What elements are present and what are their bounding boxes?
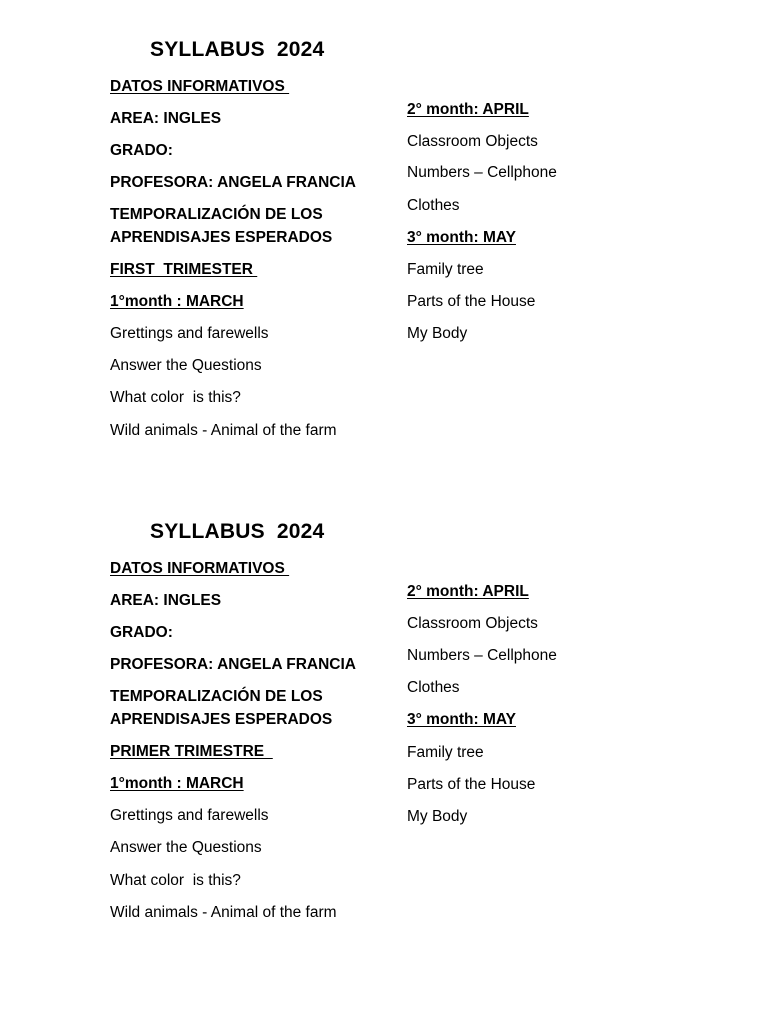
month3-topic: Parts of the House <box>407 776 536 793</box>
month2-topic: Classroom Objects <box>407 133 538 150</box>
month1-topic: Wild animals - Animal of the farm <box>110 904 337 921</box>
syllabus-section-2 <box>0 482 768 932</box>
grado-field: GRADO: <box>110 142 173 159</box>
month1-topic: What color is this? <box>110 389 241 406</box>
temporalizacion-line-1: TEMPORALIZACIÓN DE LOS <box>110 206 323 223</box>
month2-topic: Clothes <box>407 197 460 214</box>
datos-informativos-heading: DATOS INFORMATIVOS <box>110 560 290 577</box>
temporalizacion-line-2: APRENDISAJES ESPERADOS <box>110 711 333 728</box>
month2-topic: Classroom Objects <box>407 615 538 632</box>
grado-field: GRADO: <box>110 624 173 641</box>
month3-topic: My Body <box>407 325 468 342</box>
month2-topic: Numbers – Cellphone <box>407 647 557 664</box>
month3-topic: Family tree <box>407 261 484 278</box>
month3-heading: 3° month: MAY <box>407 229 516 246</box>
month2-heading: 2° month: APRIL <box>407 583 529 600</box>
month3-topic: Parts of the House <box>407 293 536 310</box>
month1-heading: 1°month : MARCH <box>110 775 244 792</box>
month1-topic: Answer the Questions <box>110 357 262 374</box>
syllabus-section-1 <box>0 0 768 450</box>
month3-topic: Family tree <box>407 744 484 761</box>
month1-topic: Wild animals - Animal of the farm <box>110 422 337 439</box>
trimester-heading: FIRST TRIMESTER <box>110 261 258 278</box>
month1-heading: 1°month : MARCH <box>110 293 244 310</box>
month1-topic: Grettings and farewells <box>110 807 269 824</box>
month1-topic: Grettings and farewells <box>110 325 269 342</box>
month3-topic: My Body <box>407 808 468 825</box>
month2-topic: Clothes <box>407 679 460 696</box>
syllabus-title: SYLLABUS 2024 <box>150 520 325 543</box>
month1-topic: Answer the Questions <box>110 839 262 856</box>
month3-heading: 3° month: MAY <box>407 711 516 728</box>
temporalizacion-line-2: APRENDISAJES ESPERADOS <box>110 229 333 246</box>
month2-heading: 2° month: APRIL <box>407 101 529 118</box>
trimester-heading: PRIMER TRIMESTRE <box>110 743 273 760</box>
profesora-field: PROFESORA: ANGELA FRANCIA <box>110 174 356 191</box>
area-field: AREA: INGLES <box>110 592 222 609</box>
temporalizacion-line-1: TEMPORALIZACIÓN DE LOS <box>110 688 323 705</box>
profesora-field: PROFESORA: ANGELA FRANCIA <box>110 656 356 673</box>
datos-informativos-heading: DATOS INFORMATIVOS <box>110 78 290 95</box>
month1-topic: What color is this? <box>110 872 241 889</box>
month2-topic: Numbers – Cellphone <box>407 164 557 181</box>
syllabus-title: SYLLABUS 2024 <box>150 38 325 61</box>
area-field: AREA: INGLES <box>110 110 222 127</box>
